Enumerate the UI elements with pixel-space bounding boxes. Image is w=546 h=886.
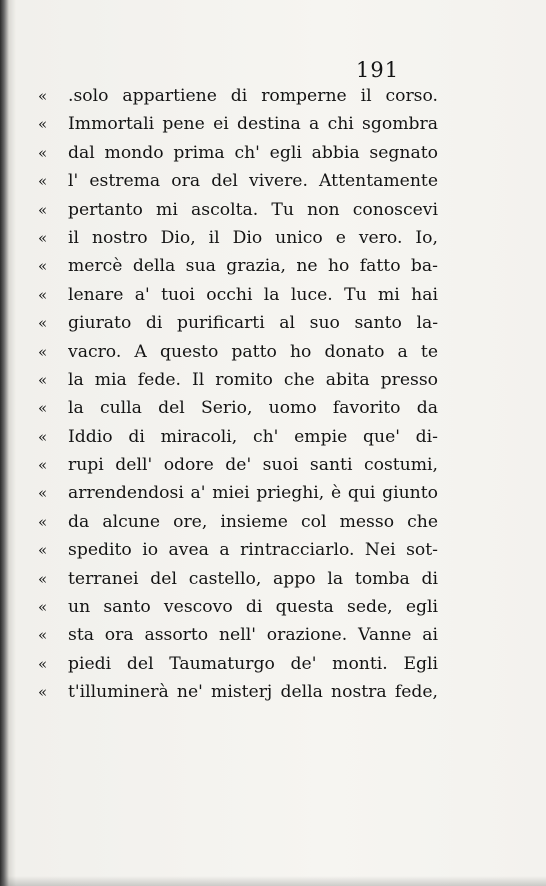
text-line (38, 143, 438, 171)
line-text: Iddio di miracoli, ch' empie que' di- (68, 426, 438, 447)
text-line (38, 483, 438, 511)
line-text: l' estrema ora del vivere. Attentamente (68, 171, 438, 192)
text-line (38, 512, 438, 540)
text-line (38, 654, 438, 682)
text-line (38, 200, 438, 228)
text-line (38, 569, 438, 597)
quote-mark: « (38, 115, 48, 134)
line-text: t'illuminerà ne' misterj della nostra fede, (68, 682, 438, 703)
line-text: il nostro Dio, il Dio unico e vero. Io, (68, 227, 438, 248)
line-text: giurato di purificarti al suo santo la- (68, 313, 438, 334)
text-line (38, 370, 438, 398)
text-line (38, 256, 438, 284)
text-line (38, 228, 438, 256)
line-text: pertanto mi ascolta. Tu non conoscevi (68, 199, 438, 220)
quote-mark: « (38, 228, 48, 247)
quote-mark: « (38, 314, 48, 333)
line-text: Immortali pene ei destina a chi sgombra (68, 114, 438, 135)
quote-mark: « (38, 512, 48, 531)
line-text: spedito io avea a rintracciarlo. Nei sot- (68, 540, 438, 561)
page-number: 191 (356, 58, 400, 82)
quote-mark: « (38, 626, 48, 645)
line-text: rupi dell' odore de' suoi santi costumi, (68, 455, 438, 476)
quote-mark: « (38, 370, 48, 389)
line-text: sta ora assorto nell' orazione. Vanne ai (68, 625, 438, 646)
line-text: arrendendosi a' miei prieghi, è qui giunto (68, 483, 438, 504)
text-line (38, 427, 438, 455)
quote-mark: « (38, 87, 48, 105)
page-bottom-edge (0, 876, 546, 886)
line-text: da alcune ore, insieme col messo che (68, 511, 438, 532)
quote-mark: « (38, 598, 48, 617)
line-text: piedi del Taumaturgo de' monti. Egli (68, 653, 438, 674)
line-text: la mia fede. Il romito che abita presso (68, 369, 438, 390)
quote-mark: « (38, 569, 48, 588)
line-text: .solo appartiene di romperne il corso. (68, 86, 438, 106)
line-text: terranei del castello, appo la tomba di (68, 568, 438, 589)
quote-mark: « (38, 654, 48, 673)
quote-mark: « (38, 683, 48, 702)
line-text: vacro. A questo patto ho donato a te (68, 341, 438, 362)
line-text: mercè della sua grazia, ne ho fatto ba- (68, 256, 438, 277)
text-line (38, 171, 438, 199)
text-line (38, 114, 438, 142)
text-line (38, 625, 438, 653)
line-text: lenare a' tuoi occhi la luce. Tu mi hai (68, 284, 438, 305)
text-line (38, 285, 438, 313)
quote-mark: « (38, 143, 48, 162)
text-line (38, 398, 438, 426)
quote-mark: « (38, 200, 48, 219)
text-line (38, 597, 438, 625)
text-line (38, 313, 438, 341)
quote-mark: « (38, 456, 48, 475)
text-block (38, 86, 438, 711)
text-line (38, 342, 438, 370)
quote-mark: « (38, 257, 48, 276)
text-line (38, 86, 438, 114)
quote-mark: « (38, 427, 48, 446)
quote-mark: « (38, 399, 48, 418)
line-text: la culla del Serio, uomo favorito da (68, 398, 438, 419)
text-line (38, 682, 438, 710)
quote-mark: « (38, 541, 48, 560)
text-line (38, 455, 438, 483)
line-text: un santo vescovo di questa sede, egli (68, 597, 438, 618)
quote-mark: « (38, 285, 48, 304)
quote-mark: « (38, 342, 48, 361)
line-text: dal mondo prima ch' egli abbia segnato (68, 142, 438, 163)
quote-mark: « (38, 172, 48, 191)
text-line (38, 540, 438, 568)
quote-mark: « (38, 484, 48, 503)
